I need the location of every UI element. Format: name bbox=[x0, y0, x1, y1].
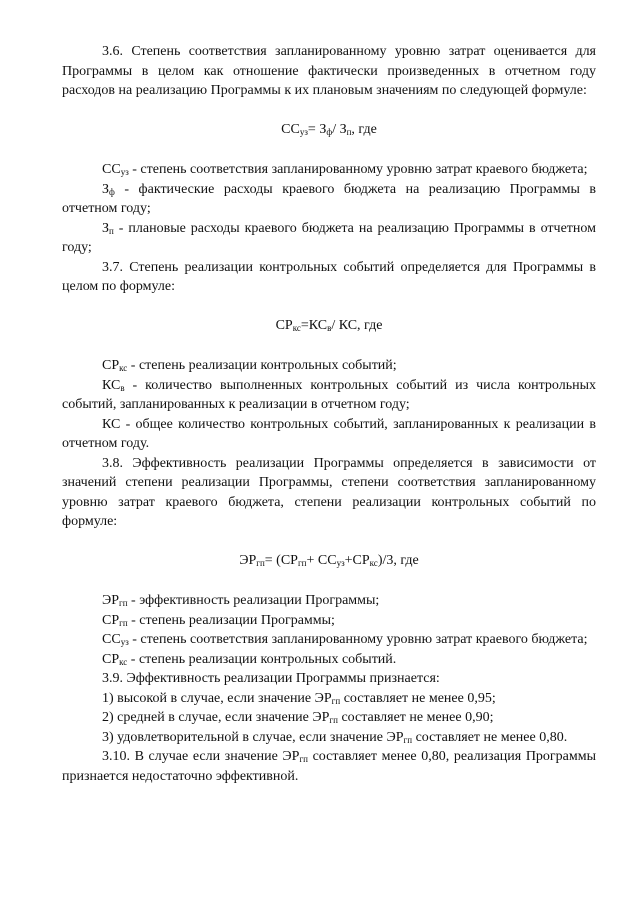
definition-text: - степень реализации контрольных событий; bbox=[127, 358, 397, 373]
definition-text: - плановые расходы краевого бюджета на реализацию Программы в отчетном году; bbox=[62, 220, 596, 255]
formula-term: =КС bbox=[300, 317, 328, 333]
definition-er-gp bbox=[62, 591, 596, 611]
symbol: З bbox=[102, 181, 110, 197]
formula-tail: , где bbox=[351, 121, 377, 137]
definition-text: - степень реализации контрольных событий. bbox=[127, 651, 397, 667]
formula-term: ЭР bbox=[239, 552, 257, 568]
formula-term: / З bbox=[332, 121, 347, 137]
formula-subscript: уз bbox=[336, 557, 345, 568]
paragraph-3-10 bbox=[62, 747, 596, 786]
formula-subscript: в bbox=[327, 322, 332, 333]
list-item-text: составляет не менее 0,80. bbox=[412, 729, 568, 745]
paragraph-3-8: 3.8. Эффективность реализации Программы определяется в зависимости от значений степени реализации Программы, степени соответствия запланированному уровню затрат краевого бюджета, степени реализации контрольных событий по формуле: bbox=[62, 455, 596, 529]
symbol: ЭР bbox=[102, 593, 120, 608]
definition-sr-ks-2 bbox=[62, 650, 596, 670]
formula-cc-uz bbox=[62, 120, 596, 140]
definition-z-f bbox=[62, 180, 596, 219]
definition-text: - степень соответствия запланированному уровню затрат краевого бюджета; bbox=[128, 162, 588, 177]
symbol-subscript: кс bbox=[119, 363, 128, 373]
formula-term: СС bbox=[281, 121, 300, 137]
definition-z-p bbox=[62, 219, 596, 258]
document-body bbox=[62, 42, 596, 786]
symbol: З bbox=[102, 220, 110, 236]
symbol-subscript: гп bbox=[119, 598, 128, 608]
symbol-subscript: ф bbox=[109, 186, 115, 197]
formula-term: = (СР bbox=[264, 552, 298, 568]
paragraph-3-6: 3.6. Степень соответствия запланированному уровню затрат оценивается для Программы в целом как отношение фактически произведенных в отчетном году расходов на реализацию Программы к их плановым значениям по следующей формуле: bbox=[62, 44, 596, 98]
definition-text: - эффективность реализации Программы; bbox=[127, 593, 380, 608]
symbol-subscript: уз bbox=[120, 637, 129, 647]
formula-subscript: кс bbox=[292, 322, 301, 333]
symbol-subscript: гп bbox=[329, 715, 338, 725]
definition-text: - количество выполненных контрольных событий из числа контрольных событий, запланированных к реализации в отчетном году; bbox=[62, 377, 596, 412]
list-item-text: 3) удовлетворительной в случае, если значение ЭР bbox=[102, 729, 404, 745]
symbol-subscript: гп bbox=[331, 695, 341, 706]
formula-subscript: кс bbox=[369, 557, 378, 568]
paragraph-text: 3.10. В случае если значение ЭР bbox=[102, 749, 300, 764]
definition-text: - степень реализации Программы; bbox=[127, 612, 335, 628]
definition-cc-uz-2 bbox=[62, 630, 596, 650]
definition-text: - фактические расходы краевого бюджета на реализацию Программы в отчетном году; bbox=[62, 181, 596, 216]
definition-text: - степень соответствия запланированному уровню затрат краевого бюджета; bbox=[128, 632, 588, 647]
list-item-high bbox=[62, 689, 596, 709]
definition-ks: КС - общее количество контрольных событий, запланированных к реализации в отчетном году. bbox=[62, 416, 596, 451]
list-item-medium bbox=[62, 708, 596, 728]
list-item-text: 2) средней в случае, если значение ЭР bbox=[102, 710, 330, 725]
formula-subscript: п bbox=[346, 126, 352, 137]
symbol: СС bbox=[102, 632, 121, 647]
formula-term: + СС bbox=[306, 552, 337, 568]
symbol-subscript: в bbox=[120, 382, 125, 393]
symbol: СР bbox=[102, 358, 120, 373]
symbol-subscript: гп bbox=[403, 734, 413, 745]
symbol-subscript: кс bbox=[119, 656, 128, 667]
paragraph-text: составляет менее 0,80, реализация Программы признается недостаточно эффективной. bbox=[62, 749, 597, 784]
paragraph-3-9: 3.9. Эффективность реализации Программы признается: bbox=[102, 671, 440, 686]
list-item-satisfactory bbox=[62, 728, 596, 748]
symbol-subscript: гп bbox=[299, 754, 308, 764]
definition-ks-v bbox=[62, 376, 596, 415]
symbol-subscript: уз bbox=[120, 167, 129, 177]
formula-subscript: ф bbox=[326, 126, 333, 137]
formula-tail: / КС, где bbox=[331, 317, 383, 333]
formula-term: +СР bbox=[344, 552, 370, 568]
formula-er-gp bbox=[62, 551, 596, 571]
formula-term: = З bbox=[307, 121, 327, 137]
list-item-text: составляет не менее 0,95; bbox=[340, 690, 496, 706]
symbol: КС bbox=[102, 377, 121, 393]
symbol: СС bbox=[102, 162, 121, 177]
definition-sr-gp bbox=[62, 611, 596, 631]
symbol-subscript: гп bbox=[119, 617, 128, 628]
formula-sr-ks bbox=[62, 316, 596, 336]
paragraph-3-7: 3.7. Степень реализации контрольных событий определяется для Программы в целом по формуле: bbox=[62, 259, 596, 294]
symbol: СР bbox=[102, 612, 120, 628]
symbol: СР bbox=[102, 651, 120, 667]
formula-tail: )/3, где bbox=[377, 552, 419, 568]
definition-sr-ks bbox=[62, 356, 596, 376]
definition-cc-uz bbox=[62, 160, 596, 180]
list-item-text: составляет не менее 0,90; bbox=[337, 710, 494, 725]
list-item-text: 1) высокой в случае, если значение ЭР bbox=[102, 690, 332, 706]
symbol-subscript: п bbox=[109, 225, 114, 236]
formula-subscript: гп bbox=[256, 557, 265, 568]
formula-subscript: уз bbox=[299, 126, 308, 137]
formula-term: СР bbox=[275, 317, 293, 333]
formula-subscript: гп bbox=[297, 557, 307, 568]
